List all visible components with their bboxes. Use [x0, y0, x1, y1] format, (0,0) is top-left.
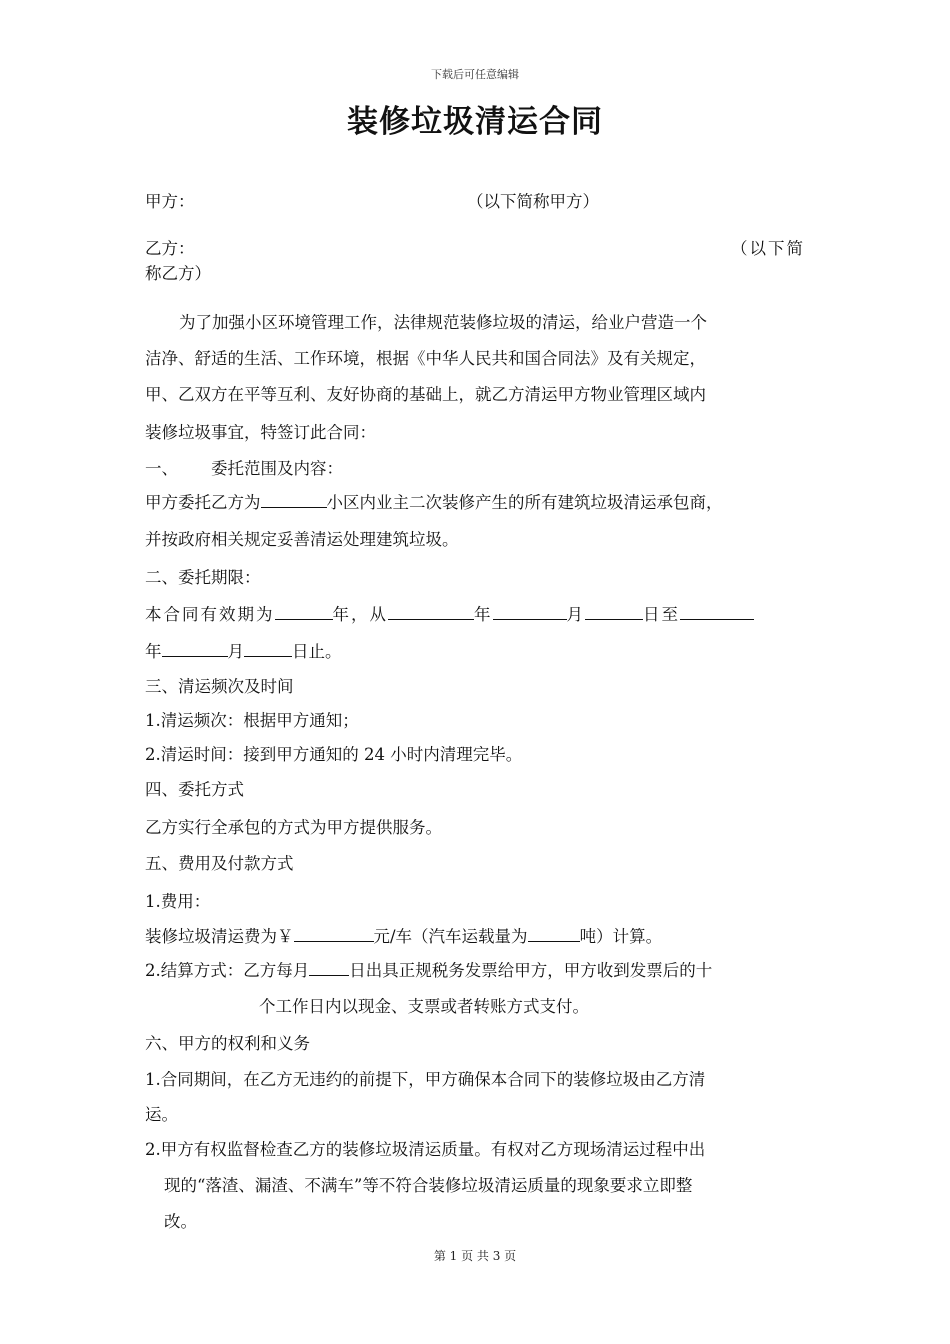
s1-text-b: 小区内业主二次装修产生的所有建筑垃圾清运承包商， [326, 493, 723, 512]
party-b-note: （以下简 [731, 239, 805, 258]
document-title: 装修垃圾清运合同 [347, 104, 603, 140]
s3-item-1: 1.清运频次：根据甲方通知； [145, 711, 359, 730]
s5-fee-line [145, 926, 662, 948]
s3-heading: 三、清运频次及时间 [145, 677, 294, 696]
s1-line-1 [145, 492, 723, 514]
s2-text-2-yue: 月 [227, 642, 244, 661]
page-footer: 第 1 页 共 3 页 [433, 1249, 517, 1263]
s2-text-2-ri: 日止。 [292, 642, 342, 661]
s6-heading: 六、甲方的权利和义务 [145, 1034, 310, 1053]
truck-load-blank[interactable] [528, 927, 580, 942]
s5-pay-b: 日出具正规税务发票给甲方，甲方收到发票后的十 [349, 961, 713, 980]
intro-line-2: 洁净、舒适的生活、工作环境，根据《中华人民共和国合同法》及有关规定， [145, 349, 706, 368]
s1-line-2: 并按政府相关规定妥善清运处理建筑垃圾。 [145, 530, 459, 549]
s4-text: 乙方实行全承包的方式为甲方提供服务。 [145, 818, 442, 837]
s1-text-a: 甲方委托乙方为 [145, 493, 261, 512]
s6-item-1-line-1: 1.合同期间，在乙方无违约的前提下，甲方确保本合同下的装修垃圾由乙方清 [145, 1070, 706, 1089]
s3-item-2: 2.清运时间：接到甲方通知的 24 小时内清理完毕。 [145, 745, 523, 764]
invoice-day-blank[interactable] [309, 961, 349, 976]
s2-text-ri: 日至 [643, 605, 680, 624]
s2-text-nian: 年，从 [332, 605, 388, 624]
s5-heading: 五、费用及付款方式 [145, 854, 294, 873]
s2-heading: 二、委托期限： [145, 568, 261, 587]
party-a-label: 甲方： [145, 192, 195, 211]
s5-fee-c: 吨）计算。 [579, 927, 663, 946]
intro-line-1: 为了加强小区环境管理工作，法律规范装修垃圾的清运，给业户营造一个 [179, 313, 707, 332]
s6-item-2-line-1: 2.甲方有权监督检查乙方的装修垃圾清运质量。有权对乙方现场清运过程中出 [145, 1140, 706, 1159]
s2-text-nian2: 年 [474, 605, 493, 624]
s1-heading: 委托范围及内容： [211, 459, 343, 478]
start-month-blank[interactable] [493, 605, 567, 620]
fee-amount-blank[interactable] [294, 927, 374, 942]
s2-text-yue: 月 [566, 605, 585, 624]
party-b-note-cont: 称乙方） [145, 264, 211, 283]
s2-line-2 [145, 641, 342, 663]
s5-fee-label: 1.费用： [145, 892, 211, 911]
validity-years-blank[interactable] [275, 605, 333, 620]
s2-line-1 [145, 604, 754, 626]
end-day-blank[interactable] [244, 642, 292, 657]
s6-item-2-line-2: 现的“落渣、漏渣、不满车”等不符合装修垃圾清运质量的现象要求立即整 [164, 1176, 693, 1195]
s5-pay-line-1 [145, 960, 712, 982]
party-a-note: （以下简称甲方） [467, 192, 599, 211]
intro-line-4: 装修垃圾事宜，特签订此合同： [145, 423, 376, 442]
s5-pay-line-2: 个工作日内以现金、支票或者转账方式支付。 [259, 997, 589, 1016]
s1-num: 一、 [145, 459, 178, 478]
s4-heading: 四、委托方式 [145, 780, 244, 799]
s2-text-ben: 本合同有效期为 [145, 605, 275, 624]
s5-fee-b: 元/车（汽车运载量为 [373, 927, 528, 946]
s6-item-2-line-3: 改。 [164, 1212, 197, 1231]
start-year-blank[interactable] [388, 605, 474, 620]
page-header: 下载后可任意编辑 [431, 68, 519, 81]
s6-item-1-line-2: 运。 [145, 1105, 178, 1124]
community-name-blank[interactable] [261, 493, 327, 508]
start-day-blank[interactable] [585, 605, 643, 620]
s5-fee-a: 装修垃圾清运费为￥ [145, 927, 294, 946]
intro-line-3: 甲、乙双方在平等互利、友好协商的基础上，就乙方清运甲方物业管理区域内 [145, 385, 706, 404]
s2-text-2-nian: 年 [145, 642, 162, 661]
party-b-label: 乙方： [145, 239, 195, 258]
s5-pay-a: 2.结算方式：乙方每月 [145, 961, 310, 980]
end-year-blank[interactable] [680, 605, 754, 620]
end-month-blank[interactable] [162, 642, 228, 657]
